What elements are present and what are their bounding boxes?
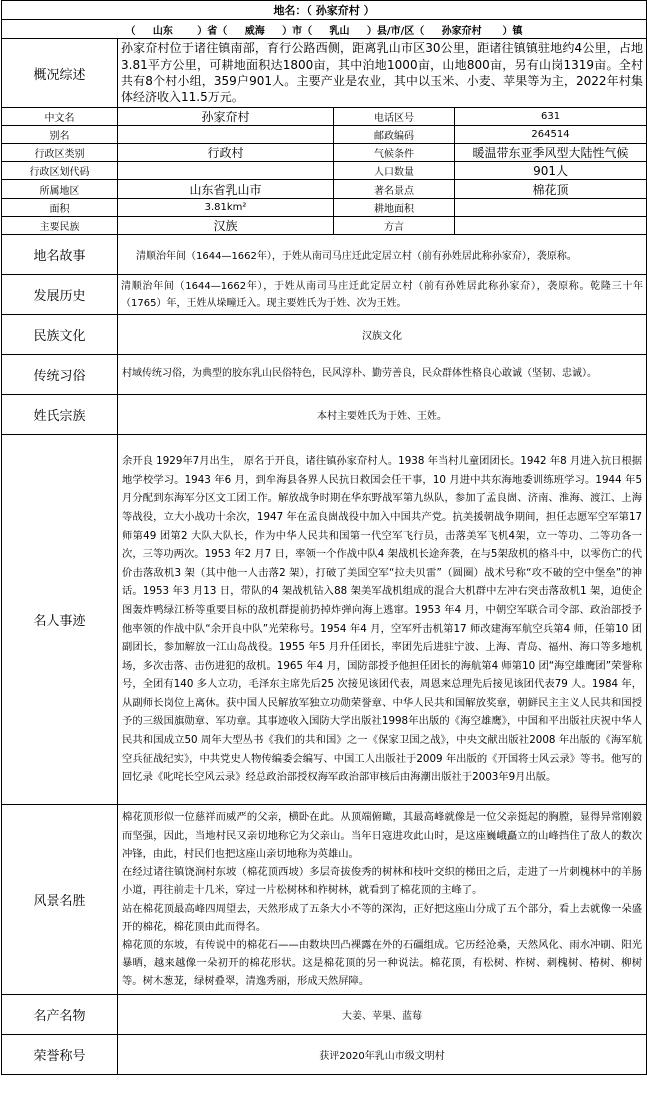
population-label: 人口数量 — [334, 162, 455, 180]
story-label: 地名故事 — [2, 235, 118, 275]
scenery-paragraph: 站在棉花顶最高峰四周望去，天然形成了五条大小不等的深沟，正好把这座山分成了五个部分，看上去就像一朵盛开的棉花，棉花顶由此而得名。 — [122, 902, 643, 933]
climate-label: 气候条件 — [334, 144, 455, 162]
dialect-label: 方言 — [334, 217, 455, 235]
products-text: 大姜、苹果、蓝莓 — [118, 995, 647, 1035]
dialect-value — [455, 217, 647, 235]
chinese-name-value: 孙家夼村 — [118, 108, 334, 126]
attraction-label: 著名景点 — [334, 180, 455, 199]
climate-value: 暖温带东亚季风型大陆性气候 — [455, 144, 647, 162]
products-label: 名产名物 — [2, 995, 118, 1035]
alias-label: 别名 — [2, 126, 118, 144]
village-info-table — [1, 0, 647, 1075]
celebrity-text: 余开良 1929年7月出生， 原名于开良，诸往镇孙家夼村人。1938 年当村儿童团团长。1942 年8 月进入抗日根据地学校学习。1943 年6 月，到牟海县各界人民抗日救国会任干事，10 月进中共东海地委训练班学习。1944 年5 月分配到东海军分区文工团工作。解放战争时期在华东野战军第九纵队，参加了孟良崮、济南、淮海、渡江、上海等战役，立大小战功十余次，1947 年在孟良崮战役中加入中国共产党。抗美援朝战争期间，担任志愿军空军第17 师第49 团第2 大队大队长，作为中华人民共和国第一代空军飞行员，击落美军飞机4架，立一等功、二等功各一次，三等功两次。1953 年2 月7 日，率领一个作战中队4 架战机长途奔袭，在与5架敌机的格斗中，以零伤亡的代价击落敌机3 架（其中他一人击落2 架），打破了美国空军“拉夫贝雷”（圆圈）战术号称“攻不破的空中堡垒”的神话。1953 年3 月13 日，带队的4 架战机钻入88 架美军战机组成的混合大机群中左冲右突击落敌机1 架，迫使企图轰炸鸭绿江桥等重要目标的敌机群提前扔掉炸弹向海上逃窜。1953 年4 月，中朝空军联合司令部、政治部授予他率领的作战中队“余开良中队”光荣称号。1954 年4 月，空军歼击机第17 师改建海军航空兵第4 师，任第10 团副团长，参加解放一江山岛战役。1955 年5 月升任团长，率团先后进驻宁波、上海、青岛、福州、海口等多地机场，多次击落、击伤进犯的敌机。1965 年4 月，国防部授予他担任团长的海航第4 师第10 团“海空雄鹰团”荣誉称号，全团有140 多人立功，毛泽东主席先后25 次接见该团代表，周恩来总理先后接见该团代表79 人。1984 年，从副师长岗位上离休。获中国人民解放军独立功勋荣誉章、中华人民共和国解放奖章，朝鲜民主主义人民共和国授予的三级国旗勋章、军功章。其事迹收入国防大学出版社1998年出版的《海空雄鹰》，中国和平出版社庆祝中华人民共和国成立50 周年大型丛书《我们的共和国》之一《保家卫国之战》，中央文献出版社2008 年出版的《海军航空兵征战纪实》，中共党史人物传编委会编写、中国工人出版社于2009 年出版的《开国将士风云录》等书。他写的回忆录《叱咤长空风云录》经总政治部授权海军政治部审核后由海潮出版社于2003年9月出版。 — [118, 435, 647, 805]
phone-label: 电话区号 — [334, 108, 455, 126]
overview-label: 概况综述 — [2, 39, 118, 108]
admin-code-value — [118, 162, 334, 180]
admin-type-value: 行政村 — [118, 144, 334, 162]
postal-label: 邮政编码 — [334, 126, 455, 144]
gazetteer-sheet — [1, 0, 646, 1075]
ethnic-value: 汉族 — [118, 217, 334, 235]
population-value: 901人 — [455, 162, 647, 180]
alias-value — [118, 126, 334, 144]
area-label: 面积 — [2, 199, 118, 217]
honor-text: 获评2020年乳山市级文明村 — [118, 1035, 647, 1075]
history-label: 发展历史 — [2, 275, 118, 315]
farmland-label: 耕地面积 — [334, 199, 455, 217]
chinese-name-label: 中文名 — [2, 108, 118, 126]
story-text: 清顺治年间（1644—1662年），于姓从南司马庄迁此定居立村（前有孙姓居此称孙家夼），袭原称。 — [118, 235, 647, 275]
ethnic-label: 主要民族 — [2, 217, 118, 235]
admin-code-label: 行政区划代码 — [2, 162, 118, 180]
admin-type-label: 行政区类别 — [2, 144, 118, 162]
culture-text: 汉族文化 — [118, 315, 647, 355]
region-label: 所属地区 — [2, 180, 118, 199]
scenery-text — [118, 805, 647, 995]
culture-label: 民族文化 — [2, 315, 118, 355]
customs-label: 传统习俗 — [2, 355, 118, 395]
overview-text: 孙家夼村位于诸往镇南部，育行公路西侧，距离乳山市区30公里，距诸往镇镇驻地约4公里，占地3.81平方公里，可耕地面积达1800亩，其中泊地1000亩，山地800亩，另有山岗1319亩。全村共有8个村小组，359户901人。主要产业是农业，其中以玉米、小麦、苹果等为主，2022年村集体经济收入11.5万元。 — [118, 39, 647, 108]
location-line: （ 山东 ）省（ 威海 ）市（ 乳山 ）县/市/区（ 孙家夼村 ）镇 — [2, 20, 647, 39]
surname-label: 姓氏宗族 — [2, 395, 118, 435]
celebrity-label: 名人事迹 — [2, 435, 118, 805]
phone-value: 631 — [455, 108, 647, 126]
history-text: 清顺治年间（1644—1662年），于姓从南司马庄迁此定居立村（前有孙姓居此称孙家夼），袭原称。乾隆三十年（1765）年，王姓从垛疃迁入。现主要姓氏为于姓、次为王姓。 — [118, 275, 647, 315]
farmland-value — [455, 199, 647, 217]
area-value: 3.81km² — [118, 199, 334, 217]
honor-label: 荣誉称号 — [2, 1035, 118, 1075]
postal-value: 264514 — [455, 126, 647, 144]
place-name-title: 地名：（ 孙家夼村 ） — [2, 1, 647, 20]
region-value: 山东省乳山市 — [118, 180, 334, 199]
surname-text: 本村主要姓氏为于姓、王姓。 — [118, 395, 647, 435]
scenery-paragraph: 棉花顶形似一位慈祥而威严的父亲，横卧在此。从顶端俯瞰，其最高峰就像是一位父亲挺起的胸膛，显得异常刚毅而坚强，因此，当地村民又亲切地称它为父亲山。当年日寇进攻此山时，是这座巍峨矗立的山峰挡住了敌人的数次冲锋，由此，村民们也把这座山亲切地称为英雄山。 — [122, 811, 643, 860]
scenery-paragraph: 棉花顶的东坡，有传说中的棉花石——由数块凹凸裸露在外的石礓组成。它历经沧桑，天然风化、雨水冲刷、阳光暴晒，越来越像一朵初开的棉花形状。这是棉花顶的另一种说法。棉花顶，有松树、柞树、刺槐树、椿树、柳树等。树木葱茏，绿树叠翠，清逸秀丽，形成天然屏障。 — [122, 938, 643, 988]
attraction-value: 棉花顶 — [455, 180, 647, 199]
customs-text: 村域传统习俗，为典型的胶东乳山民俗特色，民风淳朴、勤劳善良，民众群体性格良心敢诚（坚韧、忠诚）。 — [118, 355, 647, 395]
scenery-paragraph: 在经过诸往镇饶涧村东坡（棉花顶西坡）多层奇拔俊秀的树林和枝叶交织的梯田之后，走进了一片刺槐林中的羊肠小道，再往前走十几米，穿过一片松树林和柞树林，就看到了棉花顶的主峰了。 — [122, 866, 643, 897]
scenery-label: 风景名胜 — [2, 805, 118, 995]
